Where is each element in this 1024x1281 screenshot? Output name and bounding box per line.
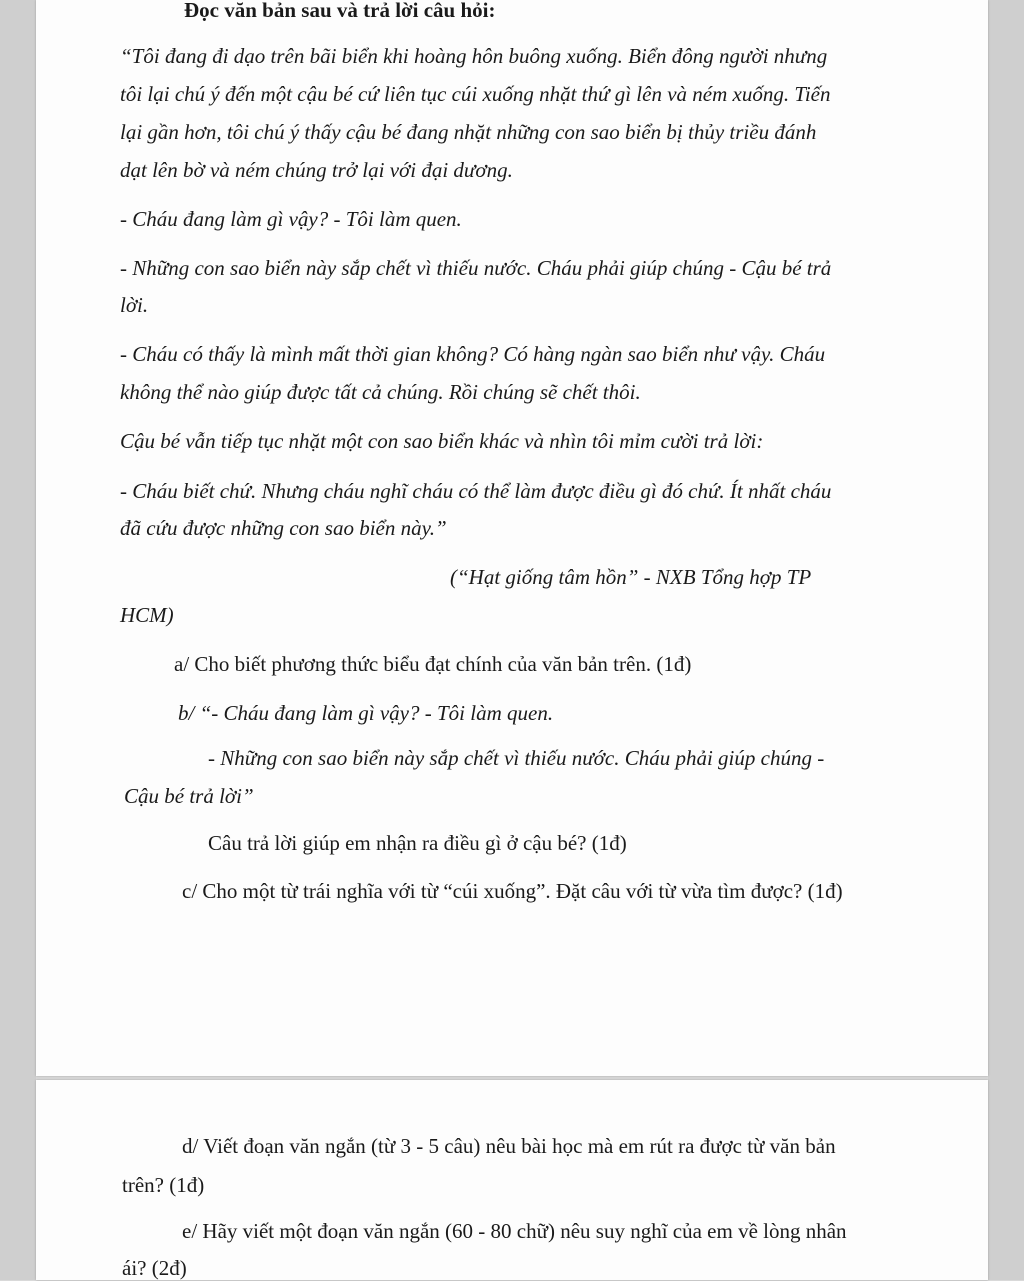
passage-line: - Những con sao biển này sắp chết vì thiếu nước. Cháu phải giúp chúng - Cậu bé trả bbox=[120, 256, 832, 280]
passage-line: Cậu bé vẫn tiếp tục nhặt một con sao biển khác và nhìn tôi mỉm cười trả lời: bbox=[120, 429, 764, 453]
passage-line: đã cứu được những con sao biển này.” bbox=[120, 516, 447, 540]
passage-line: dạt lên bờ và ném chúng trở lại với đại dương. bbox=[120, 158, 513, 182]
passage-line: không thể nào giúp được tất cả chúng. Rồi chúng sẽ chết thôi. bbox=[120, 380, 641, 404]
passage-line: lại gần hơn, tôi chú ý thấy cậu bé đang nhặt những con sao biển bị thủy triều đánh bbox=[120, 120, 817, 144]
question-c: c/ Cho một từ trái nghĩa với từ “cúi xuống”. Đặt câu với từ vừa tìm được? (1đ) bbox=[182, 879, 843, 903]
passage-line: tôi lại chú ý đến một cậu bé cứ liên tục cúi xuống nhặt thứ gì lên và ném xuống. Tiến bbox=[120, 82, 831, 106]
source-citation-cont: HCM) bbox=[120, 603, 174, 627]
right-background bbox=[988, 0, 1024, 1280]
question-b-quote: - Những con sao biển này sắp chết vì thiếu nước. Cháu phải giúp chúng - bbox=[208, 746, 825, 770]
question-a: a/ Cho biết phương thức biểu đạt chính của văn bản trên. (1đ) bbox=[174, 652, 692, 676]
passage-line: - Cháu có thấy là mình mất thời gian không? Có hàng ngàn sao biển như vậy. Cháu bbox=[120, 342, 826, 366]
question-b-quote: Cậu bé trả lời” bbox=[124, 784, 254, 808]
left-background bbox=[0, 0, 36, 1280]
question-e: e/ Hãy viết một đoạn văn ngắn (60 - 80 chữ) nêu suy nghĩ của em về lòng nhân bbox=[182, 1219, 847, 1243]
document-page-1 bbox=[36, 0, 988, 1076]
passage-line: - Cháu đang làm gì vậy? - Tôi làm quen. bbox=[120, 207, 462, 231]
source-citation: (“Hạt giống tâm hồn” - NXB Tổng hợp TP bbox=[450, 565, 812, 589]
question-e-cont: ái? (2đ) bbox=[122, 1256, 187, 1280]
question-d-cont: trên? (1đ) bbox=[122, 1173, 205, 1197]
question-b: Câu trả lời giúp em nhận ra điều gì ở cậu bé? (1đ) bbox=[208, 831, 627, 855]
passage-line: lời. bbox=[120, 293, 149, 317]
question-d: d/ Viết đoạn văn ngắn (từ 3 - 5 câu) nêu bài học mà em rút ra được từ văn bản bbox=[182, 1134, 836, 1158]
document-page-2 bbox=[36, 1080, 988, 1280]
passage-line: - Cháu biết chứ. Nhưng cháu nghĩ cháu có thể làm được điều gì đó chứ. Ít nhất cháu bbox=[120, 479, 832, 503]
question-b-quote: b/ “- Cháu đang làm gì vậy? - Tôi làm quen. bbox=[178, 701, 554, 725]
passage-line: “Tôi đang đi dạo trên bãi biển khi hoàng hôn buông xuống. Biển đông người nhưng bbox=[120, 44, 828, 68]
section-header: Đọc văn bản sau và trả lời câu hỏi: bbox=[184, 0, 496, 22]
